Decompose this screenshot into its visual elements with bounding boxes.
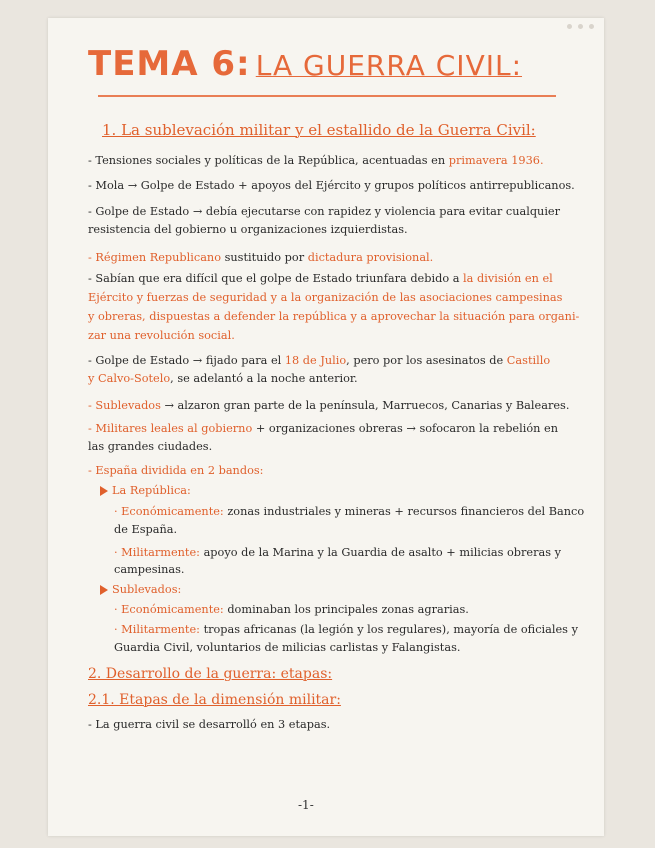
note-line: resistencia del gobierno u organizaciones izquierdistas. xyxy=(88,223,408,236)
triangle-bullet-icon xyxy=(100,585,108,595)
title-underline xyxy=(98,95,556,97)
note-line: las grandes ciudades. xyxy=(88,440,213,453)
note-line: y obreras, dispuestas a defender la república y a aprovechar la situación para organi- xyxy=(88,310,580,323)
note-line: Sublevados: xyxy=(100,583,181,596)
note-line: · Económicamente: dominaban los principales zonas agrarias. xyxy=(114,603,469,616)
section-heading-2-1: 2.1. Etapas de la dimensión militar: xyxy=(88,692,341,708)
note-line: - Régimen Republicano sustituido por dictadura provisional. xyxy=(88,251,434,264)
note-line: campesinas. xyxy=(114,563,185,576)
note-line: - Mola → Golpe de Estado + apoyos del Ejército y grupos políticos antirrepublicanos. xyxy=(88,179,575,192)
note-line: - Sabían que era difícil que el golpe de Estado triunfara debido a la división en el xyxy=(88,272,553,285)
binder-holes xyxy=(567,24,594,29)
page-title xyxy=(88,44,522,84)
note-line: - Militares leales al gobierno + organizaciones obreras → sofocaron la rebelión en xyxy=(88,422,558,435)
title-sub: LA GUERRA CIVIL: xyxy=(255,49,523,82)
page-number: -1- xyxy=(298,798,314,812)
note-line: zar una revolución social. xyxy=(88,329,235,342)
note-line: - Sublevados → alzaron gran parte de la península, Marruecos, Canarias y Baleares. xyxy=(88,399,570,412)
section-heading-1: 1. La sublevación militar y el estallido de la Guerra Civil: xyxy=(102,121,536,139)
note-line: - La guerra civil se desarrolló en 3 etapas. xyxy=(88,718,331,731)
note-line: - Tensiones sociales y políticas de la República, acentuadas en primavera 1936. xyxy=(88,154,544,167)
note-line: y Calvo-Sotelo, se adelantó a la noche anterior. xyxy=(88,372,358,385)
notebook-page xyxy=(48,18,604,836)
note-line: · Militarmente: tropas africanas (la legión y los regulares), mayoría de oficiales y xyxy=(114,623,578,636)
section-heading-2: 2. Desarrollo de la guerra: etapas: xyxy=(88,666,333,682)
note-line: · Económicamente: zonas industriales y mineras + recursos financieros del Banco xyxy=(114,505,585,518)
note-line: - Golpe de Estado → fijado para el 18 de Julio, pero por los asesinatos de Castillo xyxy=(88,354,551,367)
note-line: La República: xyxy=(100,484,191,497)
note-line: · Militarmente: apoyo de la Marina y la Guardia de asalto + milicias obreras y xyxy=(114,546,562,559)
title-main: TEMA 6: xyxy=(88,44,251,84)
note-line: Guardia Civil, voluntarios de milicias carlistas y Falangistas. xyxy=(114,641,461,654)
triangle-bullet-icon xyxy=(100,486,108,496)
note-line: de España. xyxy=(114,523,178,536)
note-line: - España dividida en 2 bandos: xyxy=(88,464,264,477)
note-line: Ejército y fuerzas de seguridad y a la organización de las asociaciones campesinas xyxy=(88,291,563,304)
note-line: - Golpe de Estado → debía ejecutarse con rapidez y violencia para evitar cualquier xyxy=(88,205,561,218)
